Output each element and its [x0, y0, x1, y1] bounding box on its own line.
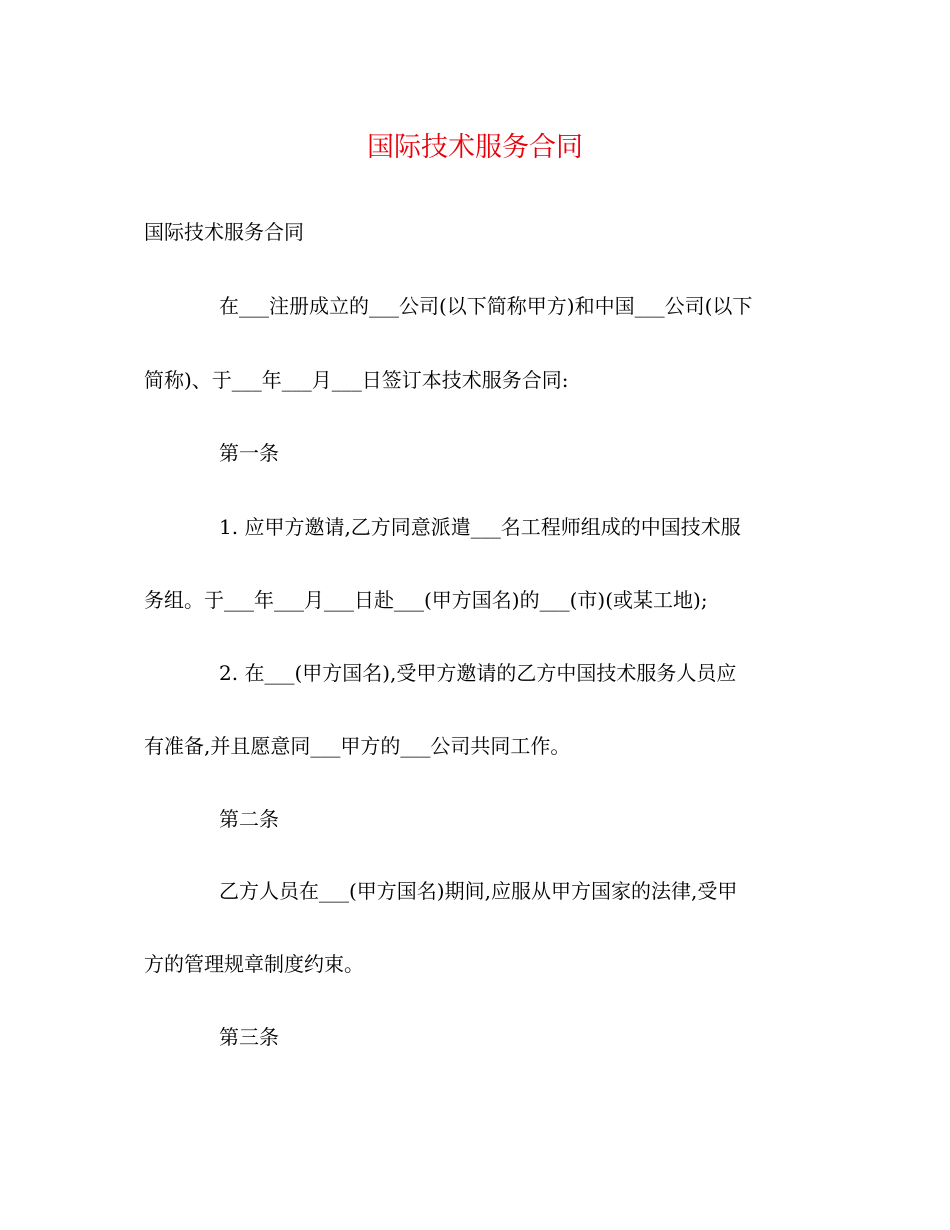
article-1-clause-2-line-2: 有准备,并且愿意同___甲方的___公司共同工作。	[144, 734, 571, 758]
article-2-body-line-2: 方的管理规章制度约束。	[144, 952, 364, 976]
paragraph-preamble-line-2: 简称)、于___年___月___日签订本技术服务合同:	[144, 368, 569, 392]
paragraph-preamble-line-1: 在___注册成立的___公司(以下简称甲方)和中国___公司(以下	[219, 294, 753, 318]
article-3-heading: 第三条	[219, 1025, 279, 1049]
article-1-clause-1-line-1: 1. 应甲方邀请,乙方同意派遣___名工程师组成的中国技术服	[219, 515, 741, 539]
article-1-clause-1-line-2: 务组。于___年___月___日赴___(甲方国名)的___(市)(或某工地);	[144, 588, 708, 612]
document-subtitle: 国际技术服务合同	[144, 220, 304, 244]
article-2-heading: 第二条	[219, 807, 279, 831]
article-2-body-line-1: 乙方人员在___(甲方国名)期间,应服从甲方国家的法律,受甲	[219, 879, 738, 903]
document-title: 国际技术服务合同	[367, 132, 583, 163]
article-1-clause-2-line-1: 2. 在___(甲方国名),受甲方邀请的乙方中国技术服务人员应	[219, 661, 737, 685]
article-1-heading: 第一条	[219, 441, 279, 465]
